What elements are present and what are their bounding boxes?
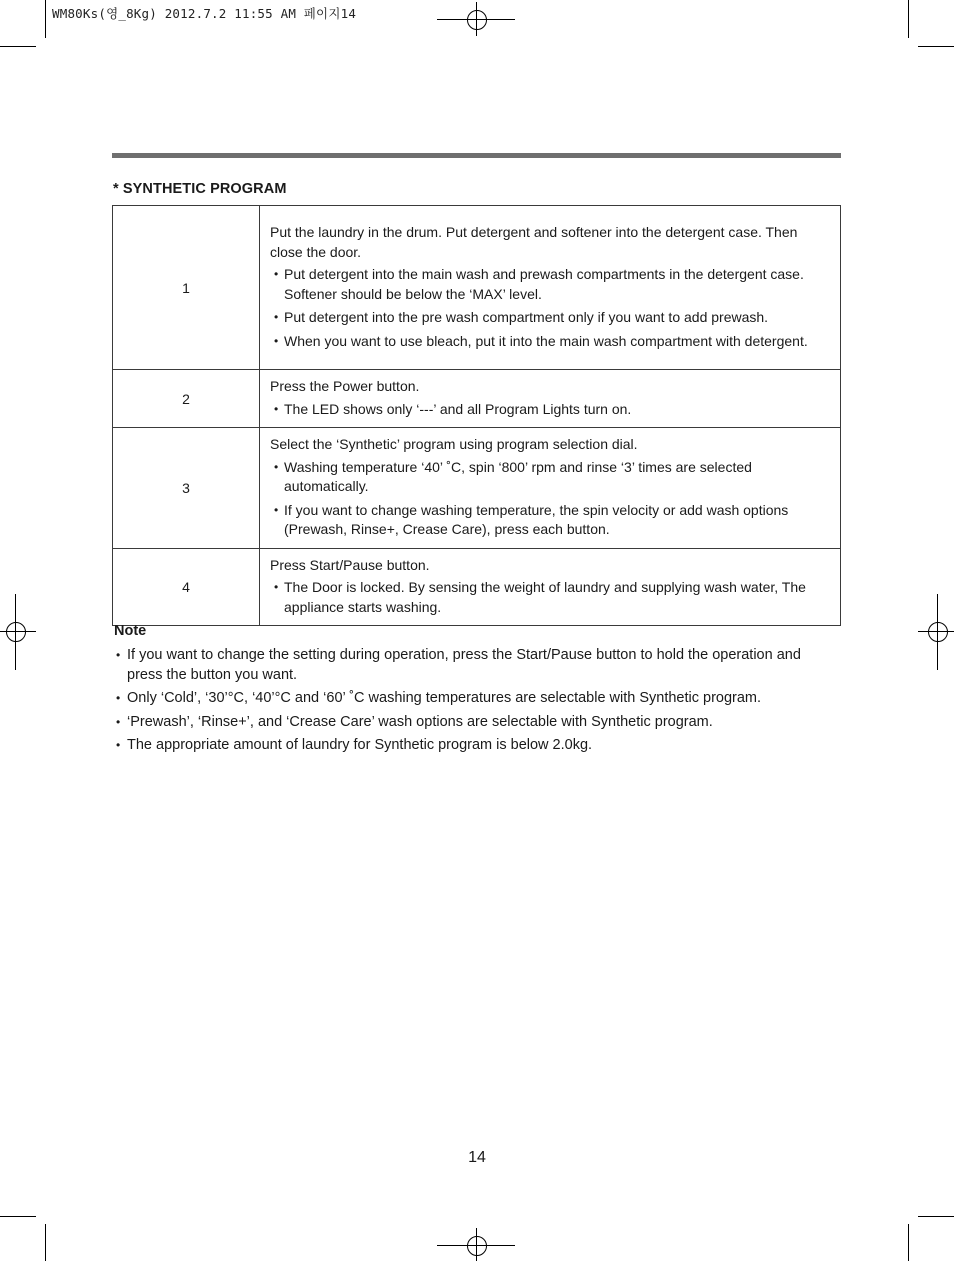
step-bullet-text: Put detergent into the pre wash compartment only if you want to add prewash. — [284, 309, 769, 325]
registration-mark-top — [437, 0, 515, 40]
step-lead-text: Press the Power button. — [270, 378, 420, 394]
bullet-icon: • — [116, 714, 121, 729]
crop-mark-bottom-right-v — [908, 1224, 909, 1261]
bullet-icon: • — [274, 502, 279, 517]
bullet-icon: • — [116, 738, 121, 752]
step-lead-text: Put the laundry in the drum. Put detergent and softener into the detergent case. Then close the door. — [270, 224, 798, 260]
note-item — [116, 736, 836, 756]
crop-mark-top-right-v — [908, 0, 909, 38]
crop-mark-bottom-right-h — [918, 1216, 954, 1217]
print-slug: WM80Ks(영_8Kg) 2012.7.2 11:55 AM 페이지14 — [52, 6, 357, 21]
step-bullet — [270, 308, 830, 328]
bullet-icon: • — [116, 691, 121, 705]
table-row — [113, 428, 841, 549]
step-description — [260, 428, 841, 549]
step-bullet — [270, 458, 830, 497]
crop-mark-bottom-left-v — [45, 1224, 46, 1261]
note-item — [116, 713, 836, 733]
step-bullet — [270, 265, 830, 304]
crop-mark-top-left-v — [45, 0, 46, 38]
step-bullet — [270, 332, 830, 352]
note-text: Only ‘Cold’, ‘30’°C, ‘40’°C and ‘60’ ˚C washing temperatures are selectable with Synthetic program. — [127, 690, 762, 706]
page-number: 14 — [468, 1149, 486, 1166]
step-description — [260, 548, 841, 626]
bullet-icon: • — [274, 267, 279, 281]
crop-mark-bottom-left-h — [0, 1216, 36, 1217]
step-bullet — [270, 501, 830, 540]
step-number: 4 — [113, 548, 260, 626]
registration-mark-right — [918, 594, 954, 670]
bullet-icon: • — [274, 459, 279, 474]
step-bullet-text: Put detergent into the main wash and prewash compartments in the detergent case. Softener should be below the ‘MAX’ level. — [284, 266, 804, 302]
note-title: Note — [114, 623, 147, 639]
steps-table — [112, 205, 841, 626]
step-bullet-text: The Door is locked. By sensing the weight of laundry and supplying wash water, The appliance starts washing. — [284, 579, 806, 615]
step-bullet-text: If you want to change washing temperature, the spin velocity or add wash options (Prewash, Rinse+, Crease Care), press each button. — [284, 501, 789, 537]
step-number: 3 — [113, 428, 260, 549]
bullet-icon: • — [274, 333, 279, 348]
section-title: * SYNTHETIC PROGRAM — [113, 181, 287, 197]
step-description — [260, 370, 841, 428]
table-row — [113, 548, 841, 626]
bullet-icon: • — [274, 401, 279, 416]
step-bullet — [270, 400, 830, 420]
registration-mark-left — [0, 594, 36, 670]
table-row — [113, 206, 841, 370]
step-lead-text: Select the ‘Synthetic’ program using program selection dial. — [270, 436, 638, 452]
step-bullet-text: When you want to use bleach, put it into the main wash compartment with detergent. — [284, 332, 808, 349]
step-bullet — [270, 578, 830, 617]
step-bullet-text: Washing temperature ‘40’ ˚C, spin ‘800’ rpm and rinse ‘3’ times are selected automatically. — [284, 458, 752, 494]
table-row — [113, 370, 841, 428]
header-rule-bar — [112, 153, 841, 158]
bullet-icon: • — [274, 310, 279, 324]
step-bullet-text: The LED shows only ‘---’ and all Program Lights turn on. — [284, 400, 632, 417]
registration-mark-bottom — [437, 1226, 515, 1261]
step-number: 2 — [113, 370, 260, 428]
note-text: The appropriate amount of laundry for Synthetic program is below 2.0kg. — [127, 737, 593, 753]
step-description — [260, 206, 841, 370]
note-text: If you want to change the setting during operation, press the Start/Pause button to hold the operation and press the button you want. — [127, 647, 801, 683]
step-lead-text: Press Start/Pause button. — [270, 556, 430, 573]
crop-mark-top-left-h — [0, 46, 36, 47]
notes-list — [116, 646, 836, 760]
crop-mark-top-right-h — [918, 46, 954, 47]
note-text: ‘Prewash’, ‘Rinse+’, and ‘Crease Care’ wash options are selectable with Synthetic program. — [127, 713, 713, 730]
step-number: 1 — [113, 206, 260, 370]
note-item — [116, 646, 836, 685]
bullet-icon: • — [274, 580, 279, 594]
note-item — [116, 689, 836, 709]
bullet-icon: • — [116, 648, 121, 662]
